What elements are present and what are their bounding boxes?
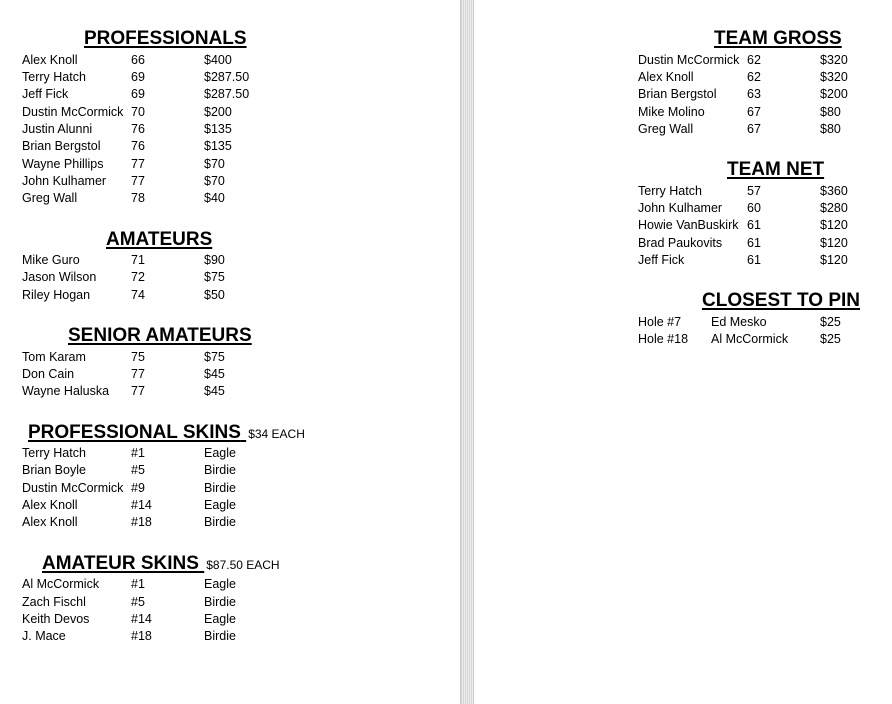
player-name: Justin Alunni [22,122,93,136]
player-score: 72 [131,270,145,284]
skin-result: Birdie [204,515,236,529]
team-score: 60 [747,201,761,215]
player-name: Alex Knoll [22,498,78,512]
player-name: Dustin McCormick [22,481,124,495]
player-name: John Kulhamer [638,201,723,215]
team-prize: $120 [820,218,848,232]
closest-to-pin-title: CLOSEST TO PIN [702,290,861,311]
skin-result: Eagle [204,612,236,626]
team-prize: $320 [820,70,848,84]
pin-hole: Hole #7 [638,315,682,329]
player-name: Alex Knoll [638,70,694,84]
team-score: 67 [747,105,761,119]
player-name: Jeff Fick [638,253,685,267]
player-prize: $135 [204,139,232,153]
skin-hole: #9 [131,481,145,495]
pin-hole: Hole #18 [638,332,689,346]
pin-prize: $25 [820,332,841,346]
amateur-skins-title-text: AMATEUR SKINS [42,553,199,574]
skin-hole: #14 [131,612,152,626]
player-name: Greg Wall [22,191,78,205]
team-score: 67 [747,122,761,136]
team-score: 61 [747,253,761,267]
amateur-skins-note: $87.50 EACH [206,558,280,572]
team-score: 62 [747,70,761,84]
player-name: Zach Fischl [22,595,86,609]
player-name: Terry Hatch [22,446,86,460]
player-name: Brian Boyle [22,463,86,477]
player-name: Jason Wilson [22,270,97,284]
player-score: 74 [131,288,145,302]
skin-hole: #1 [131,577,145,591]
player-name: Al McCormick [711,332,789,346]
professional-skins-note: $34 EACH [248,427,305,441]
player-name: Dustin McCormick [22,105,124,119]
player-score: 76 [131,139,145,153]
skin-result: Birdie [204,463,236,477]
player-name: John Kulhamer [22,174,107,188]
player-prize: $287.50 [204,70,250,84]
player-prize: $287.50 [204,87,250,101]
professionals-title: PROFESSIONALS [84,28,247,49]
player-name: Dustin McCormick [638,53,740,67]
skin-result: Eagle [204,498,236,512]
player-name: Greg Wall [638,122,694,136]
page-divider [460,0,474,704]
player-prize: $70 [204,157,225,171]
player-prize: $45 [204,384,225,398]
player-prize: $400 [204,53,232,67]
player-prize: $40 [204,191,225,205]
player-name: Brian Bergstol [22,139,101,153]
player-score: 69 [131,70,145,84]
player-prize: $75 [204,270,225,284]
player-name: Tom Karam [22,350,86,364]
player-name: Alex Knoll [22,515,78,529]
player-score: 77 [131,367,145,381]
team-net-title: TEAM NET [727,159,825,180]
skin-hole: #1 [131,446,145,460]
player-prize: $135 [204,122,232,136]
skin-result: Eagle [204,577,236,591]
player-prize: $70 [204,174,225,188]
player-name: Brad Paukovits [638,236,723,250]
player-score: 77 [131,174,145,188]
player-name: J. Mace [22,629,66,643]
team-prize: $200 [820,87,848,101]
player-name: Keith Devos [22,612,90,626]
player-name: Riley Hogan [22,288,91,302]
pin-prize: $25 [820,315,841,329]
player-name: Wayne Haluska [22,384,110,398]
player-name: Terry Hatch [22,70,86,84]
professional-skins-title-text: PROFESSIONAL SKINS [28,422,241,443]
player-name: Jeff Fick [22,87,69,101]
team-prize: $280 [820,201,848,215]
senior-amateurs-title: SENIOR AMATEURS [68,325,252,346]
player-name: Don Cain [22,367,75,381]
skin-hole: #5 [131,463,145,477]
player-name: Wayne Phillips [22,157,104,171]
player-name: Al McCormick [22,577,100,591]
player-score: 69 [131,87,145,101]
team-score: 61 [747,218,761,232]
player-score: 77 [131,157,145,171]
professional-skins-title [28,422,305,445]
player-score: 66 [131,53,145,67]
player-name: Mike Molino [638,105,705,119]
team-gross-title: TEAM GROSS [714,28,842,49]
player-prize: $45 [204,367,225,381]
amateur-skins-title [42,553,280,576]
team-prize: $120 [820,253,848,267]
amateurs-title: AMATEURS [106,229,213,250]
player-score: 75 [131,350,145,364]
player-prize: $90 [204,253,225,267]
player-score: 78 [131,191,145,205]
team-score: 63 [747,87,761,101]
player-name: Alex Knoll [22,53,78,67]
skin-hole: #5 [131,595,145,609]
skin-hole: #18 [131,629,152,643]
skin-result: Birdie [204,481,236,495]
skin-result: Birdie [204,595,236,609]
skin-result: Eagle [204,446,236,460]
team-score: 61 [747,236,761,250]
player-score: 70 [131,105,145,119]
player-name: Brian Bergstol [638,87,717,101]
player-name: Terry Hatch [638,184,702,198]
skin-hole: #18 [131,515,152,529]
team-prize: $360 [820,184,848,198]
skin-hole: #14 [131,498,152,512]
player-prize: $75 [204,350,225,364]
player-score: 71 [131,253,145,267]
player-name: Ed Mesko [711,315,767,329]
player-score: 76 [131,122,145,136]
team-prize: $80 [820,105,841,119]
team-score: 62 [747,53,761,67]
skin-result: Birdie [204,629,236,643]
player-prize: $50 [204,288,225,302]
player-prize: $200 [204,105,232,119]
player-score: 77 [131,384,145,398]
player-name: Howie VanBuskirk [638,218,739,232]
team-prize: $80 [820,122,841,136]
player-name: Mike Guro [22,253,80,267]
team-score: 57 [747,184,761,198]
team-prize: $320 [820,53,848,67]
team-prize: $120 [820,236,848,250]
